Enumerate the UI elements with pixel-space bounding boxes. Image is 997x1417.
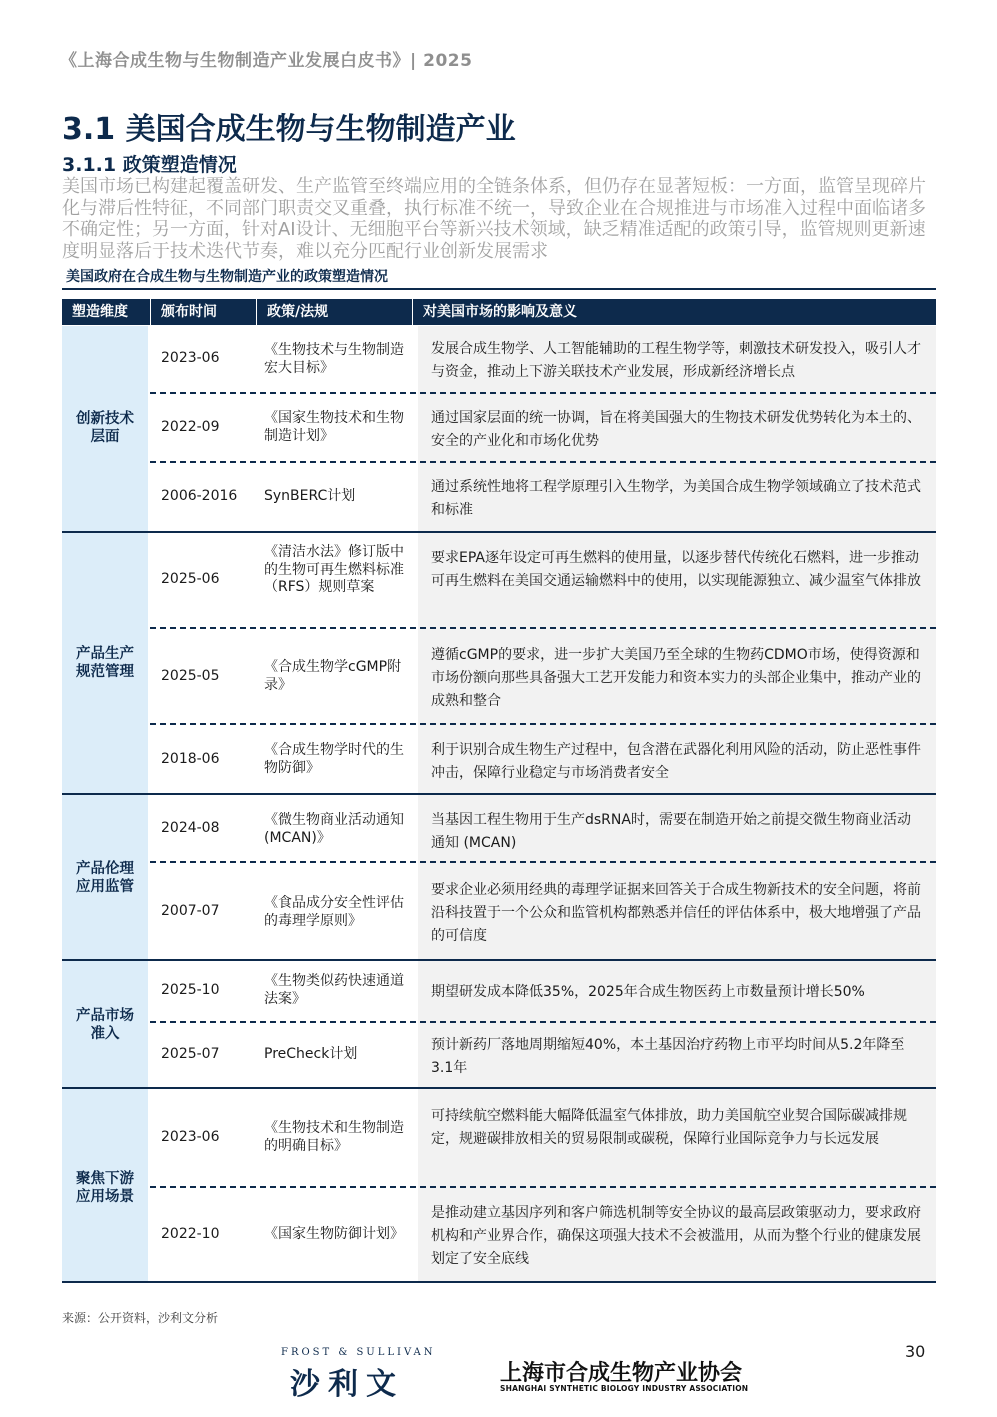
page-number: 30 [905, 1342, 926, 1361]
row-policy: 《生物类似药快速通道法案》 [264, 973, 404, 1007]
row-impact: 遵循cGMP的要求，进一步扩大美国乃至全球的生物药CDMO市场，使得资源和市场份额向那些具备强大工艺开发能力和资本实力的头部企业集中，推动产业的成熟和整合 [431, 647, 921, 709]
row-impact: 通过国家层面的统一协调，旨在将美国强大的生物技术研发优势转化为本土的、安全的产业化和市场化优势 [431, 410, 921, 449]
association-name-en: SHANGHAI SYNTHETIC BIOLOGY INDUSTRY ASSOCIATION [500, 1384, 749, 1393]
association-name-cn: 上海市合成生物产业协会 [500, 1361, 743, 1386]
row-impact: 利于识别合成生物生产过程中，包含潜在武器化利用风险的活动，防止恶性事件冲击，保障行业稳定与市场消费者安全 [431, 742, 921, 781]
document-header: 《上海合成生物与生物制造产业发展白皮书》| 2025 [60, 51, 473, 71]
header-policy: 政策/法规 [256, 299, 412, 325]
row-date: 2025-07 [161, 1046, 220, 1062]
row-policy: 《清洁水法》修订版中的生物可再生燃料标准（RFS）规则草案 [264, 544, 404, 595]
row-policy: SynBERC计划 [264, 488, 356, 504]
row-date: 2023-06 [161, 350, 220, 366]
table-header [62, 299, 936, 325]
row-policy: 《国家生物防御计划》 [264, 1226, 404, 1242]
section-title: 3.1 美国合成生物与生物制造产业 [62, 112, 516, 147]
subsection-title: 3.1.1 政策塑造情况 [62, 154, 237, 176]
row-divider [150, 861, 936, 863]
table-bottom-rule [62, 1281, 936, 1283]
row-date: 2025-06 [161, 571, 220, 587]
row-impact: 通过系统性地将工程学原理引入生物学，为美国合成生物学领域确立了技术范式和标准 [431, 479, 921, 518]
group-label: 产品伦理应用监管 [76, 861, 134, 895]
row-date: 2023-06 [161, 1129, 220, 1145]
row-impact: 要求企业必须用经典的毒理学证据来回答关于合成生物新技术的安全问题，将前沿科技置于一个公众和监管机构都熟悉并信任的评估体系中，极大地增强了产品的可信度 [431, 882, 921, 944]
row-policy: 《合成生物学cGMP附录》 [264, 659, 402, 693]
row-divider [150, 1021, 936, 1023]
row-policy: PreCheck计划 [264, 1046, 358, 1062]
table-top-rule [62, 288, 936, 290]
row-date: 2018-06 [161, 751, 220, 767]
row-date: 2007-07 [161, 903, 220, 919]
row-policy: 《生物技术和生物制造的明确目标》 [264, 1120, 404, 1154]
row-impact: 要求EPA逐年设定可再生燃料的使用量，以逐步替代传统化石燃料，进一步推动可再生燃料在美国交通运输燃料中的使用，以实现能源独立、减少温室气体排放 [431, 550, 921, 589]
group-label: 创新技术层面 [76, 411, 134, 445]
row-impact: 可持续航空燃料能大幅降低温室气体排放，助力美国航空业契合国际碳减排规定，规避碳排放相关的贸易限制或碳税，保障行业国际竞争力与长远发展 [431, 1108, 907, 1147]
row-policy: 《生物技术与生物制造宏大目标》 [264, 342, 404, 376]
header-date: 颁布时间 [150, 299, 256, 325]
row-date: 2024-08 [161, 820, 220, 836]
row-date: 2025-10 [161, 982, 220, 998]
row-date: 2006-2016 [161, 488, 238, 504]
group-divider [62, 1087, 936, 1089]
group-label: 产品市场准入 [76, 1008, 134, 1042]
row-policy: 《国家生物技术和生物制造计划》 [264, 410, 404, 444]
group-divider [62, 531, 936, 533]
row-date: 2025-05 [161, 668, 220, 684]
row-date: 2022-10 [161, 1226, 220, 1242]
frost-sullivan-logo-cn: 沙利文 [290, 1367, 404, 1402]
group-label: 聚焦下游应用场景 [76, 1171, 134, 1205]
frost-sullivan-logo-text: FROST & SULLIVAN [281, 1347, 436, 1358]
row-policy: 《食品成分安全性评估的毒理学原则》 [264, 895, 404, 929]
header-impact: 对美国市场的影响及意义 [412, 299, 936, 325]
row-divider [150, 461, 936, 463]
header-dimension: 塑造维度 [72, 304, 128, 320]
row-impact: 预计新药厂落地周期缩短40%，本土基因治疗药物上市平均时间从5.2年降至3.1年 [431, 1037, 905, 1076]
row-impact: 发展合成生物学、人工智能辅助的工程生物学等，刺激技术研发投入，吸引人才与资金，推动上下游关联技术产业发展，形成新经济增长点 [431, 341, 921, 380]
row-date: 2022-09 [161, 419, 220, 435]
group-divider [62, 959, 936, 961]
row-divider [150, 723, 936, 725]
source-note: 来源：公开资料，沙利文分析 [62, 1311, 219, 1325]
row-divider [150, 392, 936, 394]
row-policy: 《微生物商业活动通知 (MCAN)》 [264, 812, 404, 846]
row-policy: 《合成生物学时代的生物防御》 [264, 742, 404, 776]
group-divider [62, 793, 936, 795]
row-impact: 当基因工程生物用于生产dsRNA时，需要在制造开始之前提交微生物商业活动通知 (MCAN) [431, 812, 911, 851]
row-impact: 是推动建立基因序列和客户筛选机制等安全协议的最高层政策驱动力，要求政府机构和产业界合作，确保这项强大技术不会被滥用，从而为整个行业的健康发展划定了安全底线 [431, 1205, 921, 1267]
row-impact: 期望研发成本降低35%，2025年合成生物医药上市数量预计增长50% [431, 984, 865, 1000]
row-divider [150, 1186, 936, 1188]
intro-paragraph: 美国市场已构建起覆盖研发、生产监管至终端应用的全链条体系，但仍存在显著短板：一方面，监管呈现碎片化与滞后性特征，不同部门职责交叉重叠，执行标准不统一，导致企业在合规推进与市场准入过程中面临诸多不确定性；另一方面，针对AI设计、无细胞平台等新兴技术领域，缺乏精准适配的政策引导，监管规则更新速度明显落后于技术迭代节奏，难以充分匹配行业创新发展需求 [62, 176, 926, 262]
row-divider [150, 627, 936, 629]
group-label: 产品生产规范管理 [76, 646, 134, 680]
table-caption: 美国政府在合成生物与生物制造产业的政策塑造情况 [66, 269, 388, 285]
